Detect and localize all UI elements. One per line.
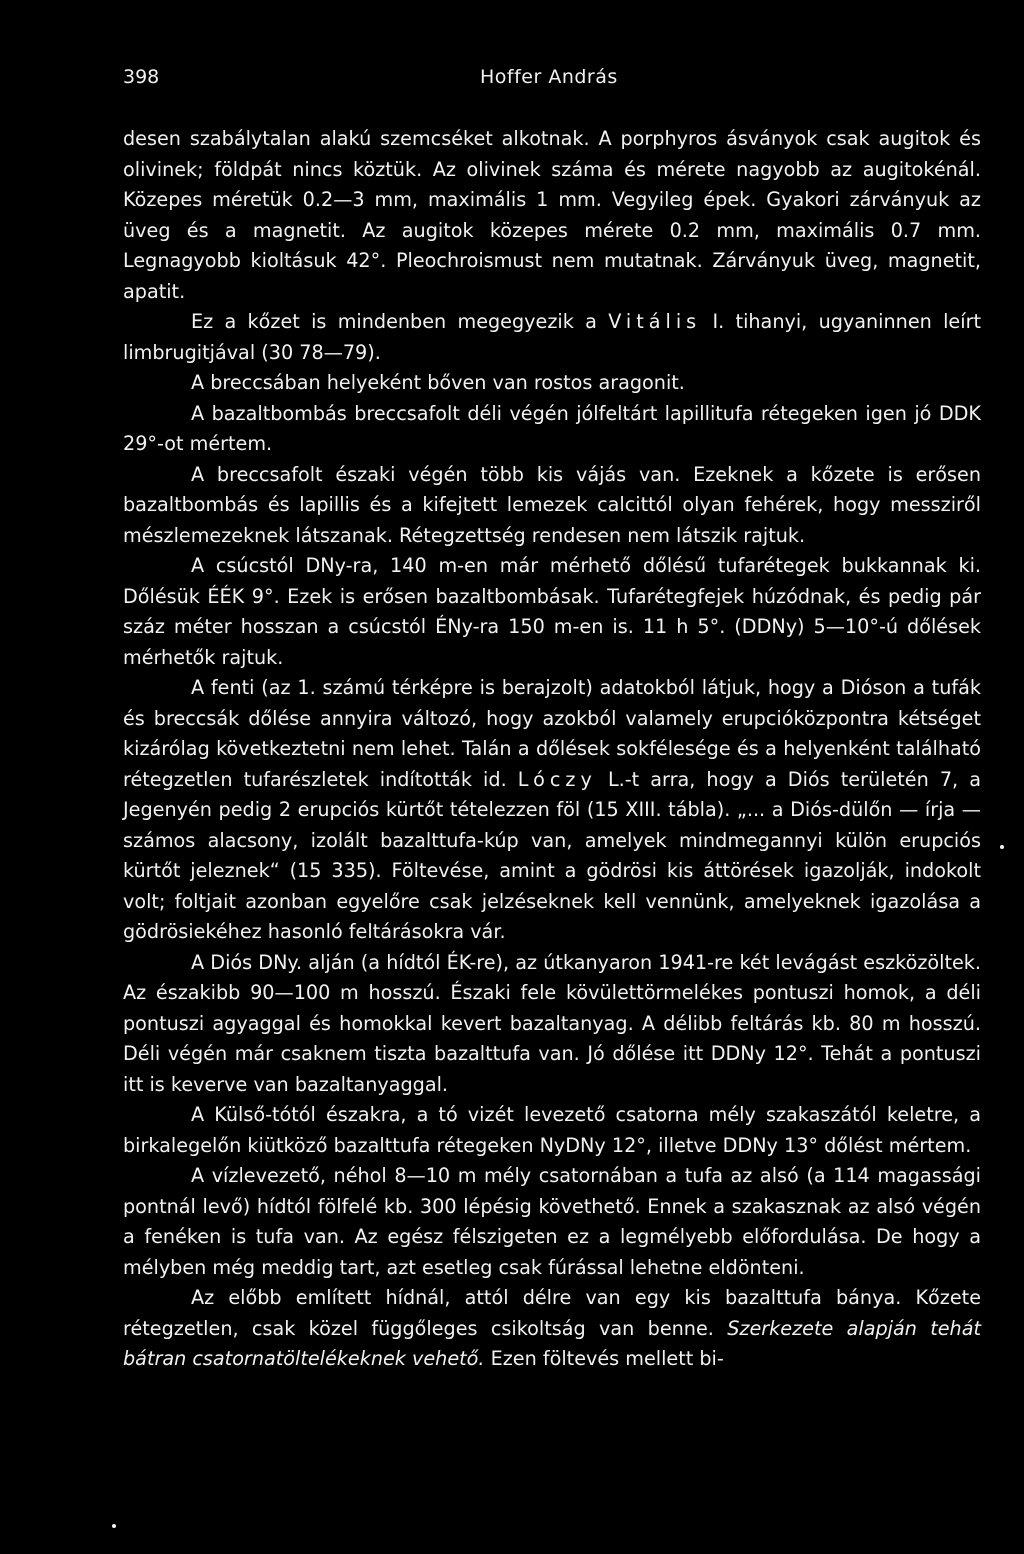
page-number: 398 [123,66,160,88]
paragraph-2-after: I. tihanyi, ugyaninnen leírt limbrugitjával (30 78—79). [123,310,981,364]
paragraph-9: A Külső-tótól északra, a tó vizét levezető csatorna mély szakaszától keletre, a birkalegelőn kiütköző bazalttufa rétegeken NyDNy 12°, illetve DDNy 13° dőlést mértem. [123,1103,981,1157]
paragraph-1: desen szabálytalan alakú szemcséket alkotnak. A porphyros ásványok csak augitok és olivinek; földpát nincs köztük. Az olivinek száma és mérete nagyobb az augitokénál. Közepes méretük 0.2—3 mm, maximális 1 mm. Vegyileg épek. Gyakori zárványuk az üveg és a magnetit. Az augitok közepes mérete 0.2 mm, maximális 0.7 mm. Legnagyobb kioltásuk 42°. Pleochroismust nem mutatnak. Zárványuk üveg, magnetit, apatit. [123,127,981,303]
paragraph-2 [123,307,981,368]
paragraph-6: A csúcstól DNy-ra, 140 m-en már mérhető dőlésű tufarétegek bukkannak ki. Dőlésük ÉÉK 9°. Ezek is erősen bazaltbombásak. Tufarétegfejek húzódnak, és pedig pár száz méter hosszan a csúcstól ÉNy-ra 150 m-en is. 11 h 5°. (DDNy) 5—10°-ú dőlések mérhetők rajtuk. [123,554,981,669]
author-name-vitalis: Vitális [608,310,702,333]
paragraph-7-after: L.-t arra, hogy a Diós területén 7, a Jegenyén pedig 2 erupciós kürtőt tételezzen föl (15 XIII. tábla). „... a Diós-dülőn — írja — számos alacsony, izolált bazalttufa-kúp van, amelyek mindmegannyi külön erupciós kürtőt jeleznek“ (15 335). Föltevése, amint a gödrösi kis áttörések igazolják, indokolt volt; foltjait azonban egyelőre csak jelzéseknek kell vennünk, amelyeknek igazolása a gödrösiekéhez hasonló feltárásokra vár. [123,767,981,943]
paragraph-10: A vízlevezető, néhol 8—10 m mély csatornában a tufa az alsó (a 114 magassági pontnál levő) hídtól fölfelé kb. 300 lépésig követhető. Ennek a szakasznak az alsó végén a fenéken is tufa van. Az egész félszigeten ez a legmélyebb előfordulása. De hogy a mélyben még meddig tart, azt esetleg csak fúrással lehetne eldönteni. [123,1164,981,1279]
paragraph-7-before: A fenti (az 1. számú térképre is berajzolt) adatokból látjuk, hogy a Dióson a tufák és breccsák dőlése annyira változó, hogy azokból valamely erupcióközpontra kétséget kizárólag következtetni nem lehet. Talán a dőlések sokfélesége és a helyenként található rétegzetlen tufarészletek indították id. [123,676,981,791]
margin-mark-dot [112,1524,116,1528]
paragraph-2-before: Ez a kőzet is mindenben megegyezik a [191,310,609,333]
running-head: Hoffer András [480,66,618,88]
paragraph-3: A breccsában helyeként bőven van rostos aragonit. [191,371,685,394]
paragraph-11 [123,1283,981,1375]
body-text [123,124,981,1375]
paragraph-5: A breccsafolt északi végén több kis vájás van. Ezeknek a kőzete is erősen bazaltbombás és lapillis és a kifejtett lemezek calcittól olyan fehérek, hogy messziről mészlemezeknek látszanak. Rétegzettség rendesen nem látszik rajtuk. [123,462,981,547]
author-name-loczy: Lóczy [517,767,597,791]
page-header [123,66,981,94]
paragraph-8: A Diós DNy. alján (a hídtól ÉK-re), az útkanyaron 1941-re két levágást eszközöltek. Az északibb 90—100 m hosszú. Északi fele kövülettörmelékes pontuszi homok, a déli pontuszi agyaggal és homokkal kevert bazaltanyag. A délibb feltárás kb. 80 m hosszú. Déli végén már csaknem tiszta bazalttufa van. Jó dőlése itt DDNy 12°. Tehát a pontuszi itt is keverve van bazaltanyaggal. [123,950,981,1096]
paragraph-11-before: Az előbb említett hídnál, attól délre van egy kis bazalttufa bánya. Kőzete rétegzetlen, csak közel függőleges csikoltság van benne. [123,1286,981,1340]
paragraph-4: A bazaltbombás breccsafolt déli végén jólfeltárt lapillitufa rétegeken igen jó DDK 29°-ot mértem. [123,401,981,455]
paragraph-7 [123,673,981,948]
paragraph-11-after: Ezen föltevés mellett bi- [484,1347,724,1370]
paragraph-11-italic: Szerkezete alapján tehát bátran csatornatöltelékeknek vehető. [123,1316,981,1370]
margin-mark-dot [1000,845,1004,849]
